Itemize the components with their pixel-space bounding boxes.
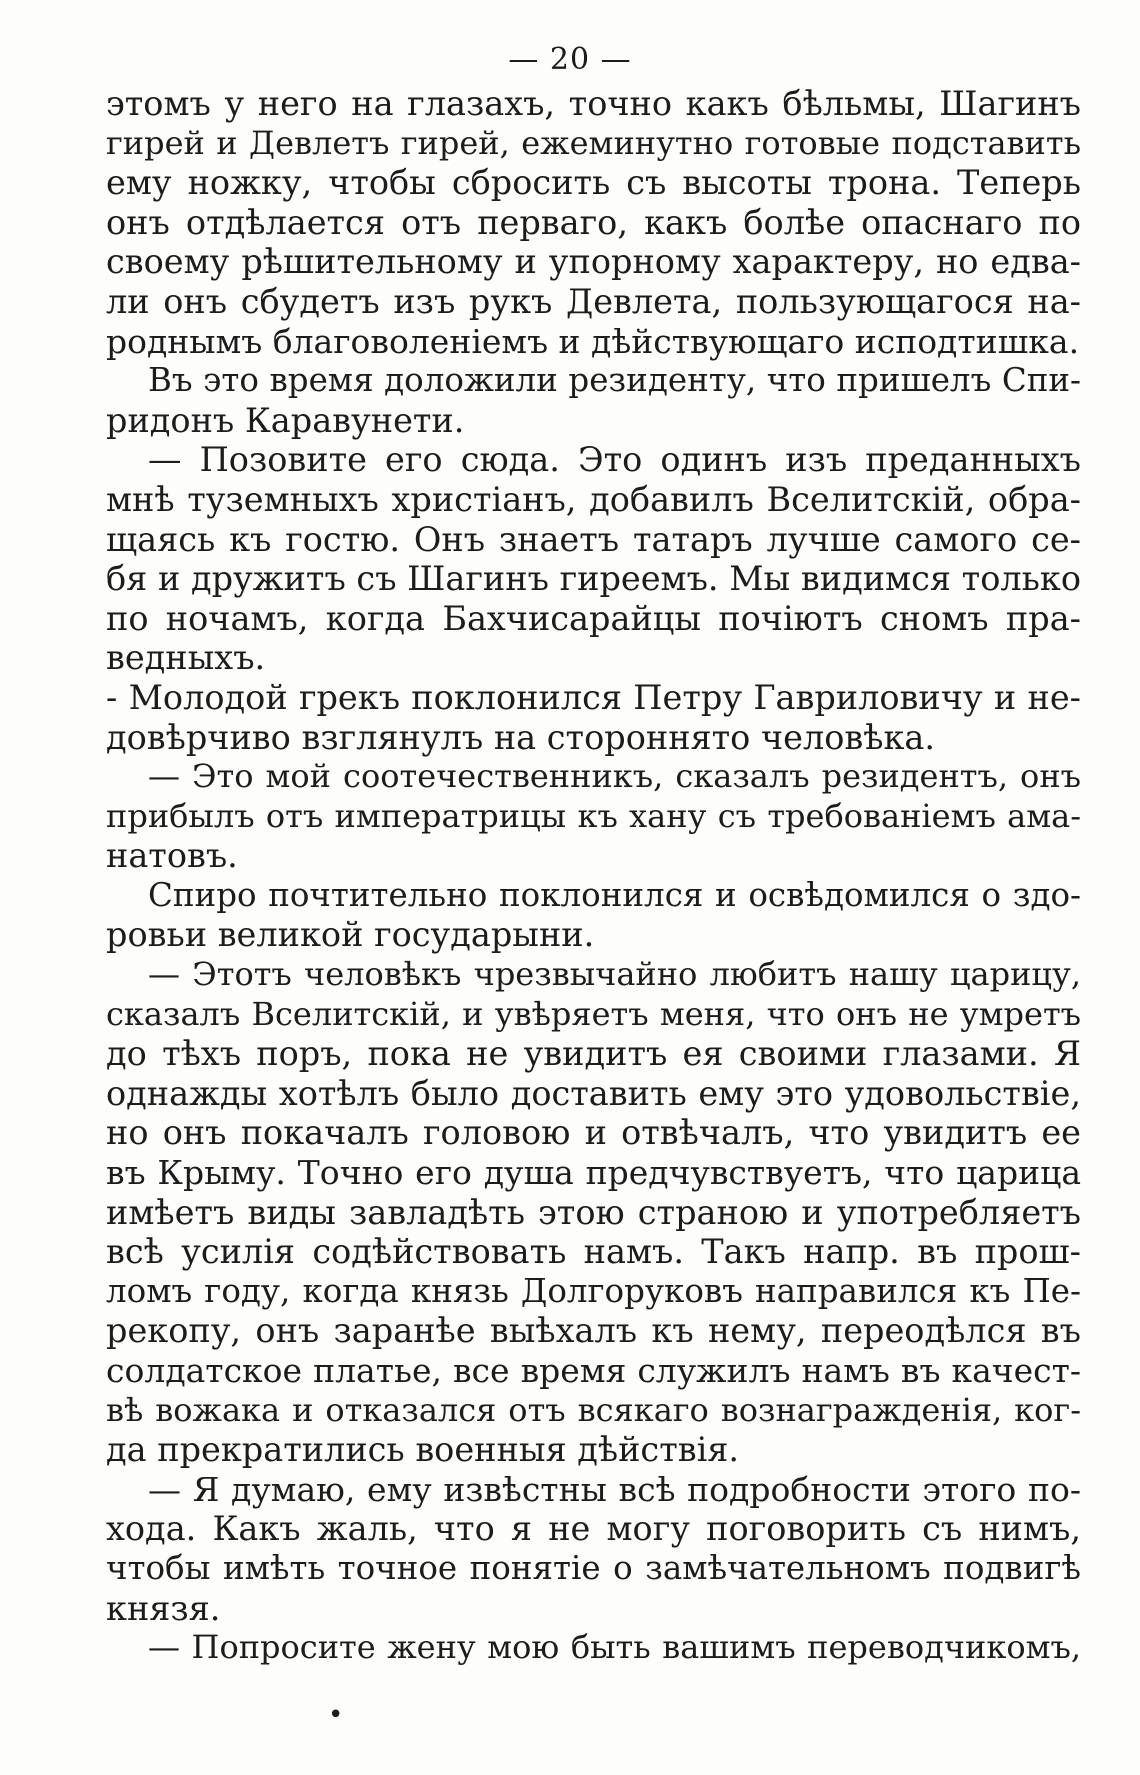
text-line: ридонъ Каравунети. [106,400,465,440]
text-line: бя и дружитъ съ Шагинъ гиреемъ. Мы видимся только [106,559,1081,599]
text-line: по ночамъ, когда Бахчисарайцы почіютъ сномъ пра- [106,598,1081,638]
text-line: онъ отдѣлается отъ перваго, какъ болѣе опаснаго по [106,202,1081,242]
text-line: Въ это время доложили резиденту, что пришелъ Спи- [148,361,1081,400]
body-text [106,84,1081,1668]
text-line: рекопу, онъ заранѣе выѣхалъ къ нему, переодѣлся въ [106,1311,1081,1351]
text-line: князя. [106,1588,221,1628]
text-line: сказалъ Вселитскій, и увѣряетъ меня, что онъ не умретъ [106,994,1081,1033]
text-line: мнѣ туземныхъ христіанъ, добавилъ Вселитскій, обра- [106,479,1081,519]
text-line: — Я думаю, ему извѣстны всѣ подробности этого по- [148,1469,1081,1509]
text-line: гирей и Девлетъ гирей, ежеминутно готовые подставить [106,123,1081,162]
text-line: ему ножку, чтобы сбросить съ высоты трона. Теперь [106,163,1081,203]
text-line: ведныхъ. [106,638,266,678]
text-line: ли онъ сбудетъ изъ рукъ Девлета, пользующагося на- [106,281,1081,321]
text-line: натовъ. [106,836,238,876]
text-line: — Позовите его сюда. Это одинъ изъ преданныхъ [148,440,1081,480]
text-line: щаясь къ гостю. Онъ знаетъ татаръ лучше самого се- [106,519,1081,559]
text-line: въ Крыму. Точно его душа предчувствуетъ, что царица [106,1153,1081,1193]
text-line: однажды хотѣлъ было доставить ему это удовольствіе, [106,1073,1081,1113]
text-line: своему рѣшительному и упорному характеру, но едва- [106,242,1081,282]
text-line: до тѣхъ поръ, пока не увидитъ ея своими глазами. Я [106,1034,1081,1074]
text-line: да прекратились военныя дѣйствія. [106,1430,740,1470]
text-line: солдатское платье, все время служилъ намъ въ качест- [106,1351,1081,1390]
text-line: довѣрчиво взглянулъ на стороннято человѣка. [106,717,936,757]
text-line: - Молодой грекъ поклонился Петру Гавриловичу и не- [106,677,1081,717]
text-line: Спиро почтительно поклонился и освѣдомился о здо- [148,875,1081,914]
text-line: — Попросите жену мою быть вашимъ переводчикомъ, [148,1628,1081,1667]
text-line: ровьи великой государыни. [106,915,595,955]
page-number: — 20 — [508,42,632,77]
text-line: но онъ покачалъ головою и отвѣчалъ, что увидитъ ее [106,1113,1081,1153]
text-line: прибылъ отъ императрицы къ хану съ требованіемъ ама- [106,796,1081,835]
text-line: ломъ году, когда князь Долгоруковъ направился къ Пе- [106,1271,1081,1310]
text-line: — Это мой соотечественникъ, сказалъ резидентъ, онъ [148,757,1081,796]
text-line: вѣ вожака и отказался отъ всякаго вознагражденія, ког- [106,1390,1081,1429]
text-line: — Этотъ человѣкъ чрезвычайно любитъ нашу царицу, [148,955,1081,994]
text-line: чтобы имѣть точное понятіе о замѣчательномъ подвигѣ [106,1548,1081,1587]
printer-mark: • [328,1700,344,1730]
text-line: хода. Какъ жаль, что я не могу поговорить съ нимъ, [106,1509,1081,1549]
text-line: роднымъ благоволеніемъ и дѣйствующаго исподтишка. [106,321,1080,361]
text-line: этомъ у него на глазахъ, точно какъ бѣльмы, Шагинъ [106,84,1081,123]
text-line: всѣ усилія содѣйствовать намъ. Такъ напр. въ прош- [106,1232,1081,1272]
text-line: имѣетъ виды завладѣть этою страною и употребляетъ [106,1192,1081,1232]
